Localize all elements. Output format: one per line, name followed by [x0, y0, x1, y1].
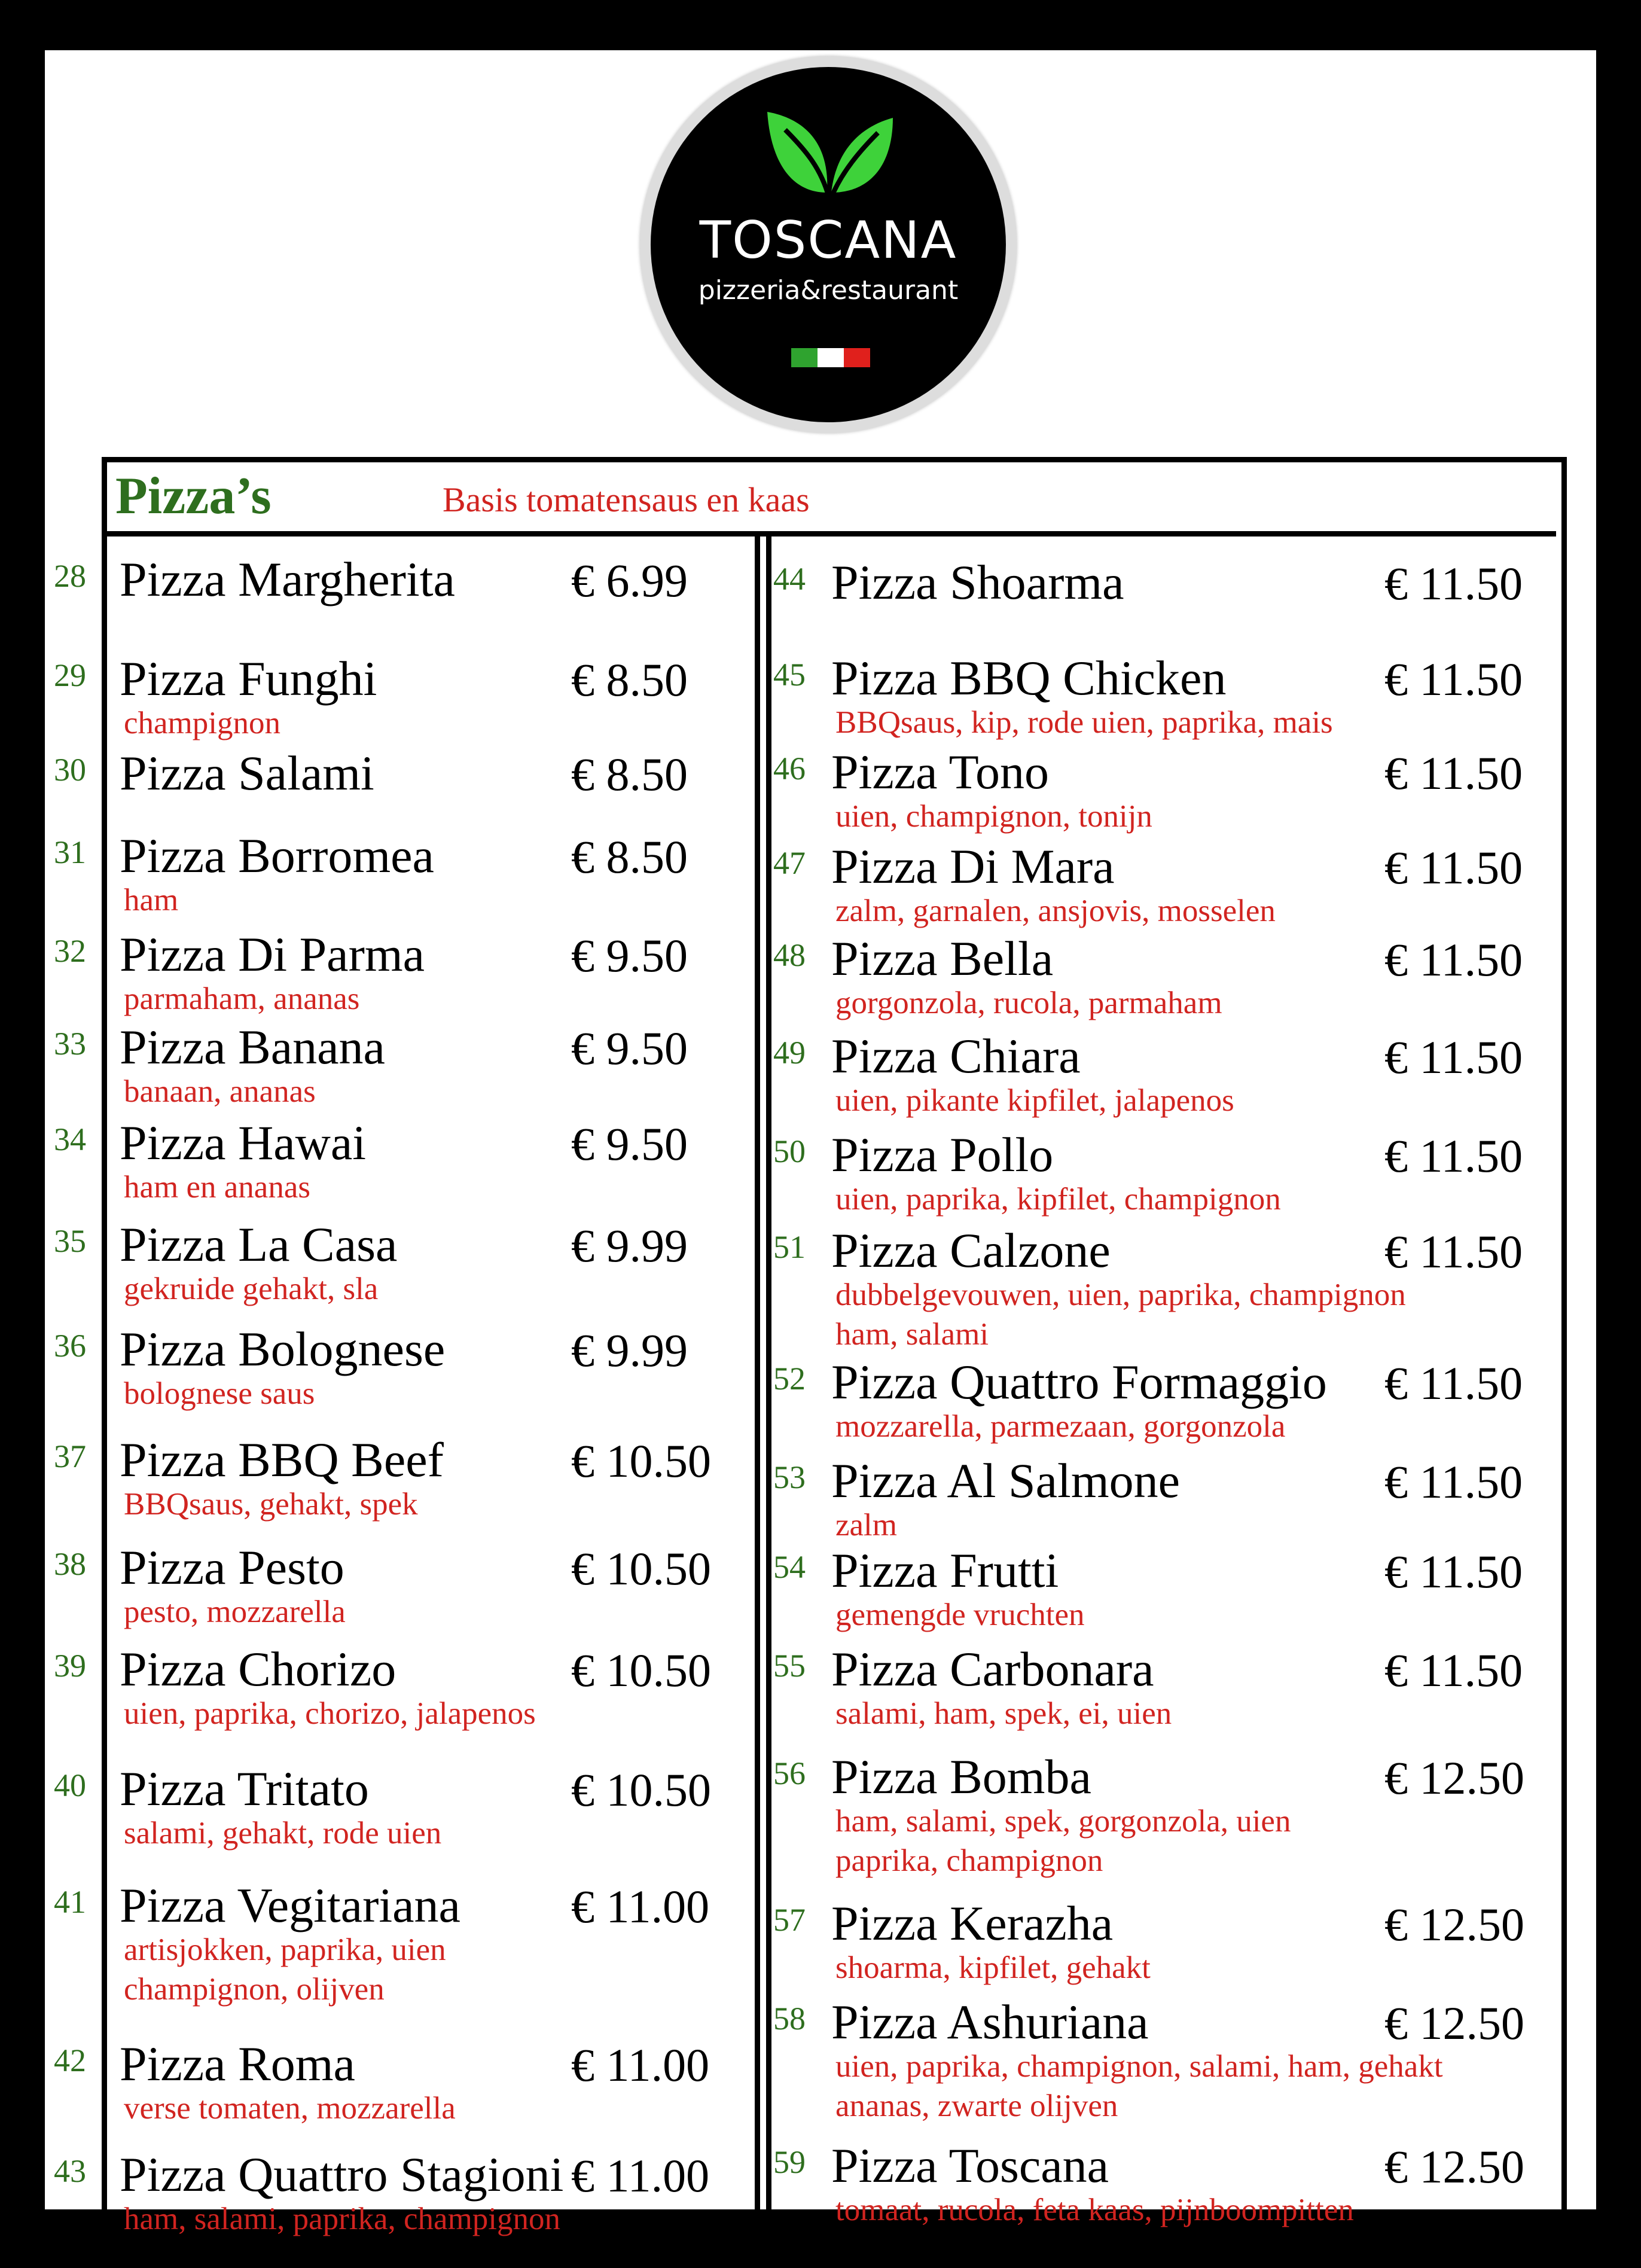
item-price: € 12.50: [1384, 1898, 1524, 1950]
item-price: € 11.00: [571, 2150, 710, 2202]
item-description: dubbelgevouwen, uien, paprika, champignon: [835, 1278, 1406, 1312]
item-number: 54: [773, 1549, 806, 1585]
item-price: € 10.50: [571, 1435, 711, 1487]
item-number: 34: [54, 1121, 86, 1157]
item-name: Pizza Di Mara: [831, 839, 1115, 894]
item-description: ham en ananas: [124, 1170, 310, 1205]
item-price: € 10.50: [571, 1764, 711, 1816]
item-price: € 11.50: [1384, 842, 1523, 894]
section-title: Pizza’s: [115, 467, 272, 525]
item-name: Pizza Quattro Formaggio: [831, 1355, 1327, 1409]
item-number: 31: [54, 834, 86, 870]
item-name: Pizza Chiara: [831, 1029, 1081, 1083]
item-name: Pizza BBQ Chicken: [831, 651, 1227, 705]
item-number: 49: [773, 1035, 806, 1071]
item-number: 56: [773, 1755, 806, 1791]
item-name: Pizza Kerazha: [831, 1896, 1114, 1950]
item-description: uien, paprika, champignon, salami, ham, gehakt: [835, 2049, 1443, 2084]
item-number: 55: [773, 1648, 806, 1684]
item-name: Pizza Salami: [120, 746, 374, 800]
item-price: € 11.50: [1384, 1456, 1523, 1508]
item-number: 52: [773, 1361, 806, 1397]
item-number: 39: [54, 1648, 86, 1684]
item-description: BBQsaus, gehakt, spek: [124, 1487, 418, 1522]
item-number: 38: [54, 1546, 86, 1582]
item-number: 48: [773, 937, 806, 973]
logo-subtitle: pizzeria&restaurant: [698, 275, 959, 306]
logo-title: TOSCANA: [699, 211, 957, 270]
item-description: salami, gehakt, rode uien: [124, 1816, 442, 1851]
item-description: salami, ham, spek, ei, uien: [835, 1696, 1172, 1731]
item-number: 47: [773, 845, 806, 881]
item-name: Pizza Ashuriana: [831, 1995, 1149, 2049]
item-price: € 9.50: [571, 929, 688, 981]
item-number: 46: [773, 751, 806, 787]
item-price: € 11.50: [1384, 1130, 1523, 1182]
item-name: Pizza Toscana: [831, 2138, 1109, 2193]
item-description: parmaham, ananas: [124, 981, 360, 1016]
item-number: 29: [54, 657, 86, 693]
item-name: Pizza Margherita: [120, 552, 455, 606]
item-price: € 11.50: [1384, 557, 1523, 609]
item-description: zalm, garnalen, ansjovis, mosselen: [835, 894, 1276, 928]
item-name: Pizza Chorizo: [120, 1642, 396, 1696]
item-price: € 11.50: [1384, 747, 1523, 799]
item-price: € 11.50: [1384, 1226, 1523, 1278]
item-name: Pizza Bolognese: [120, 1322, 446, 1376]
menu-page: [45, 50, 1596, 2236]
item-name: Pizza Shoarma: [831, 555, 1124, 609]
item-number: 28: [54, 558, 86, 594]
item-price: € 9.50: [571, 1022, 688, 1074]
item-price: € 9.99: [571, 1324, 688, 1376]
item-price: € 11.50: [1384, 653, 1523, 705]
item-description: shoarma, kipfilet, gehakt: [835, 1950, 1151, 1985]
item-price: € 10.50: [571, 1644, 711, 1696]
item-price: € 12.50: [1384, 2141, 1524, 2193]
item-number: 41: [54, 1884, 86, 1920]
item-name: Pizza Hawai: [120, 1115, 367, 1170]
item-price: € 11.50: [1384, 1545, 1523, 1598]
logo-circle: [651, 67, 1006, 422]
item-number: 53: [773, 1459, 806, 1495]
item-description: gorgonzola, rucola, parmaham: [835, 986, 1222, 1020]
item-price: € 9.99: [571, 1220, 688, 1272]
item-price: € 10.50: [571, 1543, 711, 1595]
item-name: Pizza Carbonara: [831, 1642, 1154, 1696]
item-number: 51: [773, 1229, 806, 1265]
item-description: ham, salami, spek, gorgonzola, uien: [835, 1804, 1291, 1839]
item-number: 58: [773, 2001, 806, 2037]
item-number: 50: [773, 1133, 806, 1169]
item-description: banaan, ananas: [124, 1074, 316, 1109]
item-description: ham: [124, 883, 179, 917]
item-description: uien, paprika, chorizo, jalapenos: [124, 1696, 536, 1731]
item-description: gekruide gehakt, sla: [124, 1272, 379, 1306]
item-description-line2: champignon, olijven: [124, 1972, 385, 2007]
item-price: € 12.50: [1384, 1752, 1524, 1804]
item-description: champignon: [124, 706, 280, 740]
item-name: Pizza Roma: [120, 2037, 355, 2091]
item-description-line2: paprika, champignon: [835, 1843, 1103, 1878]
item-description: uien, pikante kipfilet, jalapenos: [835, 1083, 1234, 1118]
item-price: € 11.50: [1384, 1031, 1523, 1083]
item-number: 36: [54, 1328, 86, 1364]
italian-flag-icon: [791, 348, 870, 367]
item-description: verse tomaten, mozzarella: [124, 2091, 456, 2126]
item-description: artisjokken, paprika, uien: [124, 1932, 446, 1967]
item-price: € 11.00: [571, 1880, 710, 1932]
item-number: 32: [54, 933, 86, 969]
item-number: 37: [54, 1438, 86, 1474]
item-name: Pizza Funghi: [120, 651, 377, 706]
item-number: 42: [54, 2043, 86, 2078]
item-name: Pizza Al Salmone: [831, 1453, 1181, 1508]
item-description: uien, paprika, kipfilet, champignon: [835, 1182, 1281, 1217]
column-divider: [755, 536, 771, 2211]
item-name: Pizza Vegitariana: [120, 1878, 460, 1932]
section-subtitle: Basis tomatensaus en kaas: [443, 480, 810, 519]
item-description: zalm: [835, 1508, 897, 1543]
item-number: 44: [773, 561, 806, 597]
item-name: Pizza Borromea: [120, 828, 434, 883]
item-number: 40: [54, 1767, 86, 1803]
item-number: 43: [54, 2153, 86, 2189]
item-description: pesto, mozzarella: [124, 1595, 346, 1629]
leaves-icon: [764, 103, 896, 205]
item-name: Pizza Bella: [831, 931, 1054, 986]
item-price: € 6.99: [571, 554, 688, 606]
item-name: Pizza Calzone: [831, 1223, 1111, 1278]
item-name: Pizza Banana: [120, 1020, 385, 1074]
item-name: Pizza Frutti: [831, 1543, 1059, 1598]
item-number: 45: [773, 657, 806, 693]
item-description: mozzarella, parmezaan, gorgonzola: [835, 1409, 1286, 1444]
item-price: € 11.50: [1384, 1357, 1523, 1409]
item-description: ham, salami, paprika, champignon: [124, 2202, 561, 2236]
item-description: gemengde vruchten: [835, 1598, 1085, 1632]
item-price: € 8.50: [571, 831, 688, 883]
item-name: Pizza Tono: [831, 745, 1049, 799]
item-number: 30: [54, 752, 86, 788]
item-description-line2: ananas, zwarte olijven: [835, 2089, 1118, 2123]
item-price: € 11.50: [1384, 1644, 1523, 1696]
logo-badge: [640, 56, 1017, 433]
item-number: 33: [54, 1026, 86, 1062]
item-description-line2: ham, salami: [835, 1317, 989, 1352]
item-number: 57: [773, 1902, 806, 1938]
item-number: 35: [54, 1223, 86, 1259]
item-price: € 11.00: [571, 2039, 710, 2091]
item-name: Pizza Quattro Stagioni: [120, 2147, 564, 2202]
item-price: € 8.50: [571, 748, 688, 800]
item-name: Pizza Tritato: [120, 1761, 369, 1816]
item-price: € 9.50: [571, 1118, 688, 1170]
item-price: € 12.50: [1384, 1997, 1524, 2049]
item-price: € 11.50: [1384, 934, 1523, 986]
item-description: tomaat, rucola, feta kaas, pijnboompitten: [835, 2193, 1354, 2227]
item-name: Pizza Pesto: [120, 1540, 344, 1595]
item-number: 59: [773, 2144, 806, 2180]
item-name: Pizza La Casa: [120, 1217, 398, 1272]
item-description: bolognese saus: [124, 1376, 315, 1411]
item-name: Pizza Di Parma: [120, 927, 425, 981]
item-description: uien, champignon, tonijn: [835, 799, 1152, 834]
item-price: € 8.50: [571, 654, 688, 706]
item-name: Pizza Pollo: [831, 1127, 1054, 1182]
item-name: Pizza Bomba: [831, 1749, 1091, 1804]
item-description: BBQsaus, kip, rode uien, paprika, mais: [835, 705, 1333, 740]
section-header: [102, 457, 1556, 536]
item-name: Pizza BBQ Beef: [120, 1432, 444, 1487]
